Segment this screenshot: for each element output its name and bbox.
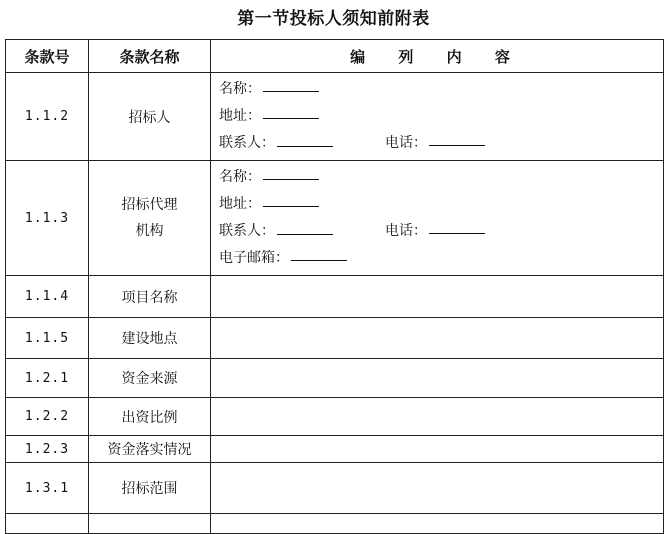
table-row <box>6 359 664 398</box>
phone-label: 电话： <box>385 135 427 151</box>
tenderer-address-line <box>219 103 655 130</box>
clause-name: 资金落实情况 <box>89 436 211 463</box>
agency-address-line <box>219 191 655 218</box>
agency-name-line <box>219 164 655 191</box>
table-row <box>6 436 664 463</box>
header-clause-no: 条款号 <box>6 40 89 73</box>
contact-label: 联系人： <box>219 223 275 239</box>
address-label: 地址： <box>219 108 261 124</box>
clause-name: 出资比例 <box>89 398 211 436</box>
name-blank[interactable] <box>263 164 319 180</box>
clause-no: 1.2.1 <box>6 359 89 398</box>
clause-no: 1.2.3 <box>6 436 89 463</box>
address-blank[interactable] <box>263 191 319 207</box>
clause-content <box>211 161 664 276</box>
name-blank[interactable] <box>263 76 319 92</box>
clause-content[interactable] <box>211 359 664 398</box>
table-row <box>6 318 664 359</box>
clause-no: 1.1.5 <box>6 318 89 359</box>
clause-no: 1.3.1 <box>6 463 89 514</box>
bidder-notice-table <box>5 39 664 534</box>
address-label: 地址： <box>219 196 261 212</box>
clause-content[interactable] <box>211 276 664 318</box>
email-blank[interactable] <box>291 245 347 261</box>
contact-label: 联系人： <box>219 135 275 151</box>
clause-name <box>89 161 211 276</box>
clause-name: 资金来源 <box>89 359 211 398</box>
contact-blank[interactable] <box>277 219 333 235</box>
clause-content <box>211 73 664 161</box>
phone-label: 电话： <box>385 223 427 239</box>
table-row <box>6 463 664 514</box>
header-content: 编 列 内 容 <box>211 40 664 73</box>
clause-name: 招标人 <box>89 73 211 161</box>
clause-content[interactable] <box>211 436 664 463</box>
clause-no: 1.2.2 <box>6 398 89 436</box>
clause-no: 1.1.4 <box>6 276 89 318</box>
phone-blank[interactable] <box>429 218 485 234</box>
clause-name: 招标范围 <box>89 463 211 514</box>
table-row <box>6 73 664 161</box>
page-title: 第一节投标人须知前附表 <box>237 9 430 29</box>
table-row <box>6 161 664 276</box>
email-label: 电子邮箱： <box>219 250 289 266</box>
agency-email-line <box>219 245 655 272</box>
clause-name: 项目名称 <box>89 276 211 318</box>
header-clause-name: 条款名称 <box>89 40 211 73</box>
name-label: 名称： <box>219 169 261 185</box>
table-row <box>6 276 664 318</box>
clause-name-line1: 招标代理 <box>121 197 178 213</box>
phone-blank[interactable] <box>429 130 485 146</box>
clause-no: 1.1.2 <box>6 73 89 161</box>
clause-content[interactable] <box>211 463 664 514</box>
table-header-row <box>6 40 664 73</box>
table-row-partial <box>6 514 664 534</box>
name-label: 名称： <box>219 81 261 97</box>
tenderer-name-line <box>219 76 655 103</box>
clause-name-line2: 机构 <box>135 223 164 239</box>
clause-name: 建设地点 <box>89 318 211 359</box>
tenderer-contact-line <box>219 130 655 157</box>
contact-blank[interactable] <box>277 131 333 147</box>
clause-no: 1.1.3 <box>6 161 89 276</box>
agency-contact-line <box>219 218 655 245</box>
table-row <box>6 398 664 436</box>
clause-content[interactable] <box>211 318 664 359</box>
address-blank[interactable] <box>263 103 319 119</box>
clause-content[interactable] <box>211 398 664 436</box>
